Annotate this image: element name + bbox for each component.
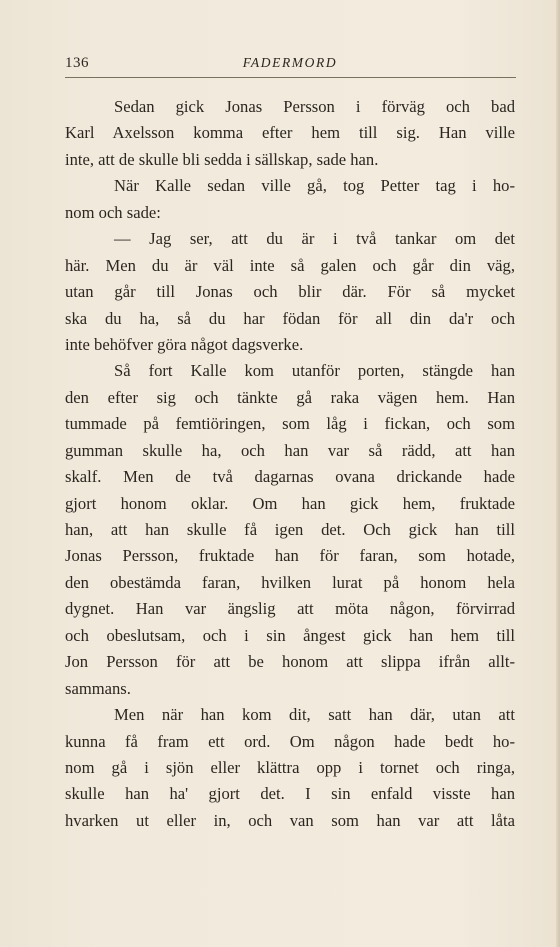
text-line: här. Men du är väl inte så galen och går din väg, xyxy=(65,255,515,275)
text-line: gjort honom oklar. Om han gick hem, fruktade xyxy=(65,493,515,513)
text-line: Men när han kom dit, satt han där, utan att xyxy=(114,705,515,725)
text-line: inte, att de skulle bli sedda i sällskap, sade han. xyxy=(65,149,379,169)
text-line: skalf. Men de två dagarnas ovana drickande hade xyxy=(65,467,515,487)
text-line: Karl Axelsson komma efter hem till sig. Han ville xyxy=(65,123,515,143)
header-rule xyxy=(65,77,516,78)
text-line: gumman skulle ha, och han var så rädd, att han xyxy=(65,440,515,460)
text-line: han, att han skulle få igen det. Och gick han till xyxy=(65,520,515,539)
text-line: nom och sade: xyxy=(65,202,161,222)
text-line: sammans. xyxy=(65,678,131,698)
text-line: den efter sig och tänkte gå raka vägen hem. Han xyxy=(65,387,515,407)
text-line: den obestämda faran, hvilken lurat på honom hela xyxy=(65,572,515,592)
page-edge xyxy=(556,0,560,947)
text-line: nom gå i sjön eller klättra opp i tornet och ringa, xyxy=(65,757,515,777)
page-number: 136 xyxy=(65,55,89,71)
text-line: dygnet. Han var ängslig att möta någon, förvirrad xyxy=(65,599,515,619)
text-line: och obeslutsam, och i sin ångest gick han hem till xyxy=(65,625,515,645)
text-line: Så fort Kalle kom utanför porten, stängde han xyxy=(114,361,515,381)
body-text xyxy=(65,94,515,834)
text-line: Sedan gick Jonas Persson i förväg och bad xyxy=(114,97,515,116)
text-line: skulle han ha' gjort det. I sin enfald visste han xyxy=(65,784,515,804)
text-line: kunna få fram ett ord. Om någon hade bedt ho- xyxy=(65,731,515,751)
text-line: När Kalle sedan ville gå, tog Petter tag i ho- xyxy=(114,176,515,196)
text-line: Jonas Persson, fruktade han för faran, som hotade, xyxy=(65,546,515,566)
text-line: utan går till Jonas och blir där. För så mycket xyxy=(65,282,515,302)
text-line: hvarken ut eller in, och van som han var att låta xyxy=(65,810,515,830)
text-line: tummade på femtiöringen, som låg i fickan, och som xyxy=(65,414,515,434)
running-title: FADERMORD xyxy=(242,55,338,70)
text-line: — Jag ser, att du är i två tankar om det xyxy=(114,229,515,249)
page-header xyxy=(65,55,515,77)
text-line: Jon Persson för att be honom att slippa ifrån allt- xyxy=(65,652,515,672)
text-line: inte behöfver göra något dagsverke. xyxy=(65,334,304,354)
text-line: ska du ha, så du har födan för all din da'r och xyxy=(65,308,515,328)
